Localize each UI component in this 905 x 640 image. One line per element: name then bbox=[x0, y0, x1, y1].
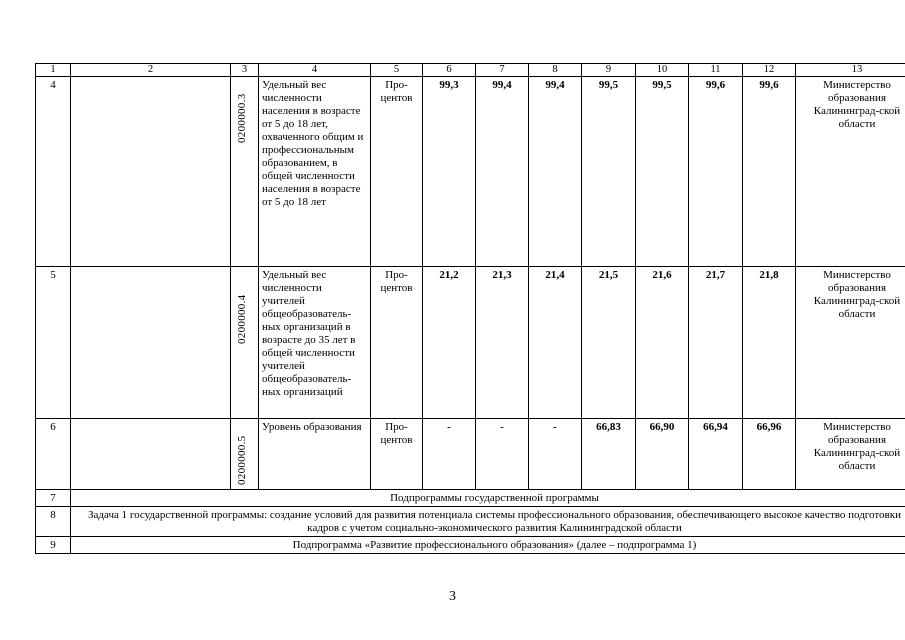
header-cell: 9 bbox=[582, 64, 636, 77]
table-row bbox=[36, 419, 905, 490]
section-row bbox=[36, 490, 905, 507]
value-cell: 99,4 bbox=[529, 77, 582, 267]
indicator-name: Уровень образования bbox=[259, 419, 371, 490]
value-cell: 21,5 bbox=[582, 267, 636, 419]
value-cell: 66,83 bbox=[582, 419, 636, 490]
header-cell: 13 bbox=[796, 64, 905, 77]
value-cell: 21,6 bbox=[636, 267, 689, 419]
header-cell: 10 bbox=[636, 64, 689, 77]
indicator-code-cell bbox=[231, 419, 259, 490]
row-empty-cell bbox=[71, 267, 231, 419]
unit-cell: Про-центов bbox=[371, 267, 423, 419]
value-cell: - bbox=[476, 419, 529, 490]
page-number: 3 bbox=[449, 589, 456, 604]
header-cell: 12 bbox=[743, 64, 796, 77]
header-cell: 2 bbox=[71, 64, 231, 77]
responsible-cell: Министерство образования Калининград-ской области bbox=[796, 77, 905, 267]
indicator-code-cell bbox=[231, 267, 259, 419]
responsible-cell: Министерство образования Калининград-ской области bbox=[796, 267, 905, 419]
indicator-name: Удельный вес численности учителей общеобразователь-ных организаций в возрасте до 35 лет в общей численности учителей общеобразователь-ных организаций bbox=[259, 267, 371, 419]
task-description: Задача 1 государственной программы: создание условий для развития потенциала системы профессионального образования, обеспечивающего высокое качество подготовки кадров с учетом социально-экономического развития Калининградской области bbox=[71, 507, 905, 537]
header-cell: 8 bbox=[529, 64, 582, 77]
unit-cell: Про-центов bbox=[371, 77, 423, 267]
section-title: Подпрограммы государственной программы bbox=[71, 490, 905, 507]
row-number: 7 bbox=[36, 490, 71, 507]
value-cell: 21,2 bbox=[423, 267, 476, 419]
value-cell: 66,90 bbox=[636, 419, 689, 490]
indicator-code: 0200000.4 bbox=[236, 294, 248, 344]
responsible-cell: Министерство образования Калининград-ской области bbox=[796, 419, 905, 490]
row-empty-cell bbox=[71, 419, 231, 490]
header-cell: 1 bbox=[36, 64, 71, 77]
value-cell: 99,6 bbox=[743, 77, 796, 267]
value-cell: 99,5 bbox=[636, 77, 689, 267]
value-cell: 21,3 bbox=[476, 267, 529, 419]
value-cell: 99,5 bbox=[582, 77, 636, 267]
indicators-table bbox=[35, 63, 905, 554]
section-row bbox=[36, 537, 905, 554]
table-row bbox=[36, 267, 905, 419]
header-cell: 6 bbox=[423, 64, 476, 77]
value-cell: 66,96 bbox=[743, 419, 796, 490]
value-cell: 21,7 bbox=[689, 267, 743, 419]
indicator-name: Удельный вес численности населения в возрасте от 5 до 18 лет, охваченного общим и профессиональным образованием, в общей численности населения в возрасте от 5 до 18 лет bbox=[259, 77, 371, 267]
value-cell: - bbox=[423, 419, 476, 490]
header-cell: 7 bbox=[476, 64, 529, 77]
indicator-code: 0200000.5 bbox=[236, 435, 248, 485]
value-cell: 21,8 bbox=[743, 267, 796, 419]
row-number: 5 bbox=[36, 267, 71, 419]
value-cell: 21,4 bbox=[529, 267, 582, 419]
section-row bbox=[36, 507, 905, 537]
unit-cell: Про-центов bbox=[371, 419, 423, 490]
indicator-code: 0200000.3 bbox=[236, 93, 248, 143]
header-cell: 11 bbox=[689, 64, 743, 77]
row-number: 9 bbox=[36, 537, 71, 554]
value-cell: - bbox=[529, 419, 582, 490]
row-empty-cell bbox=[71, 77, 231, 267]
header-cell: 3 bbox=[231, 64, 259, 77]
value-cell: 99,3 bbox=[423, 77, 476, 267]
header-cell: 4 bbox=[259, 64, 371, 77]
value-cell: 66,94 bbox=[689, 419, 743, 490]
row-number: 6 bbox=[36, 419, 71, 490]
indicator-code-cell bbox=[231, 77, 259, 267]
header-row bbox=[36, 64, 905, 77]
row-number: 4 bbox=[36, 77, 71, 267]
row-number: 8 bbox=[36, 507, 71, 537]
subprogram-title: Подпрограмма «Развитие профессионального образования» (далее – подпрограмма 1) bbox=[71, 537, 905, 554]
value-cell: 99,6 bbox=[689, 77, 743, 267]
value-cell: 99,4 bbox=[476, 77, 529, 267]
table-row bbox=[36, 77, 905, 267]
header-cell: 5 bbox=[371, 64, 423, 77]
